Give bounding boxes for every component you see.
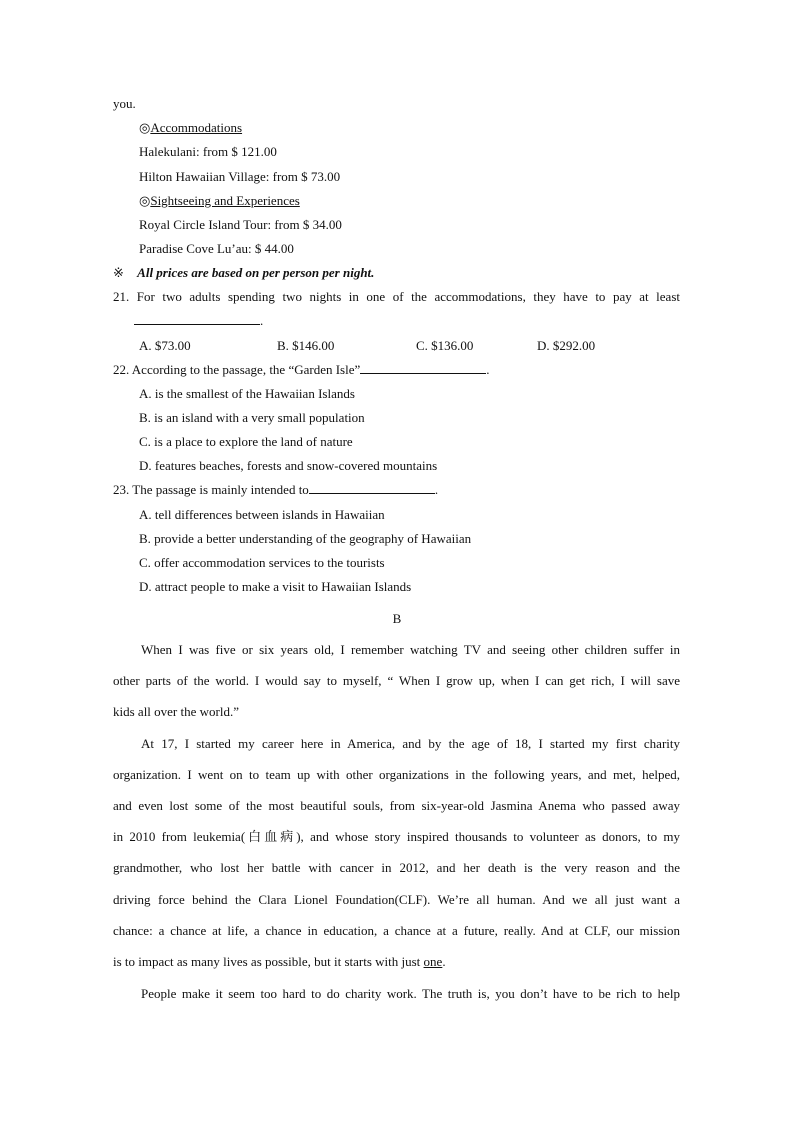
option: C. $136.00 (416, 338, 474, 353)
section-b-label: B (392, 611, 402, 626)
question-22-stem: 22. According to the passage, the “Garden Isle” . (113, 362, 490, 377)
paragraph-line: At 17, I started my career here in America, and by the age of 18, I started my first charity (141, 736, 680, 751)
paragraph-line: is to impact as many lives as possible, but it starts with just one. (113, 954, 446, 969)
paragraph-line: organization. I went on to team up with other organizations in the following years, and met, helped, (113, 767, 680, 782)
answer-blank (360, 362, 486, 374)
paragraph-line: grandmother, who lost her battle with cancer in 2012, and her death is the very reason and the (113, 860, 680, 875)
paragraph-line: People make it seem too hard to do charity work. The truth is, you don’t have to be rich to help (141, 986, 680, 1001)
option: B. provide a better understanding of the geography of Hawaiian (139, 531, 472, 546)
underlined-word: one (423, 954, 443, 969)
question-21-blank: . (134, 313, 263, 329)
sightseeing-heading (139, 193, 300, 209)
accommodations-heading-text: Accommodations (150, 120, 243, 135)
option: D. attract people to make a visit to Hawaiian Islands (139, 579, 412, 594)
sightseeing-item: Royal Circle Island Tour: from $ 34.00 (139, 217, 342, 232)
sightseeing-heading-text: Sightseeing and Experiences (150, 193, 300, 208)
double-circle-icon: ◎ (139, 193, 151, 208)
accommodations-heading (139, 120, 242, 136)
option: D. $292.00 (537, 338, 596, 353)
paragraph-line: When I was five or six years old, I remember watching TV and seeing other children suffer in (141, 642, 680, 657)
question-21-stem: 21. For two adults spending two nights in one of the accommodations, they have to pay at least (113, 289, 680, 304)
paragraph-line: and even lost some of the most beautiful souls, from six-year-old Jasmina Anema who passed away (113, 798, 680, 813)
paragraph-line: driving force behind the Clara Lionel Foundation(CLF). We’re all human. And we all just want a (113, 892, 680, 907)
paragraph-line: chance: a chance at life, a chance in education, a chance at a future, really. And at CLF, our mission (113, 923, 680, 938)
accommodation-item: Hilton Hawaiian Village: from $ 73.00 (139, 169, 341, 184)
answer-blank (309, 482, 435, 494)
option: A. $73.00 (139, 338, 191, 353)
price-note (113, 265, 374, 281)
intro-tail: you. (113, 96, 136, 111)
option: B. $146.00 (277, 338, 335, 353)
answer-blank (134, 313, 260, 325)
paragraph-line: other parts of the world. I would say to myself, “ When I grow up, when I can get rich, I will save (113, 673, 680, 688)
option: C. is a place to explore the land of nature (139, 434, 353, 449)
double-circle-icon: ◎ (139, 120, 151, 135)
option: C. offer accommodation services to the tourists (139, 555, 385, 570)
reference-mark-icon: ※ (113, 265, 124, 280)
accommodation-item: Halekulani: from $ 121.00 (139, 144, 277, 159)
question-21-options (139, 338, 679, 354)
sightseeing-item: Paradise Cove Lu’au: $ 44.00 (139, 241, 294, 256)
question-23-stem: 23. The passage is mainly intended to . (113, 482, 439, 497)
price-note-text: All prices are based on per person per night. (137, 265, 375, 280)
option: D. features beaches, forests and snow-covered mountains (139, 458, 438, 473)
paragraph-line: kids all over the world.” (113, 704, 239, 719)
option: B. is an island with a very small population (139, 410, 365, 425)
paragraph-line: in 2010 from leukemia(白血病), and whose story inspired thousands to volunteer as donors, to my (113, 829, 680, 844)
option: A. is the smallest of the Hawaiian Islands (139, 386, 355, 401)
option: A. tell differences between islands in Hawaiian (139, 507, 385, 522)
